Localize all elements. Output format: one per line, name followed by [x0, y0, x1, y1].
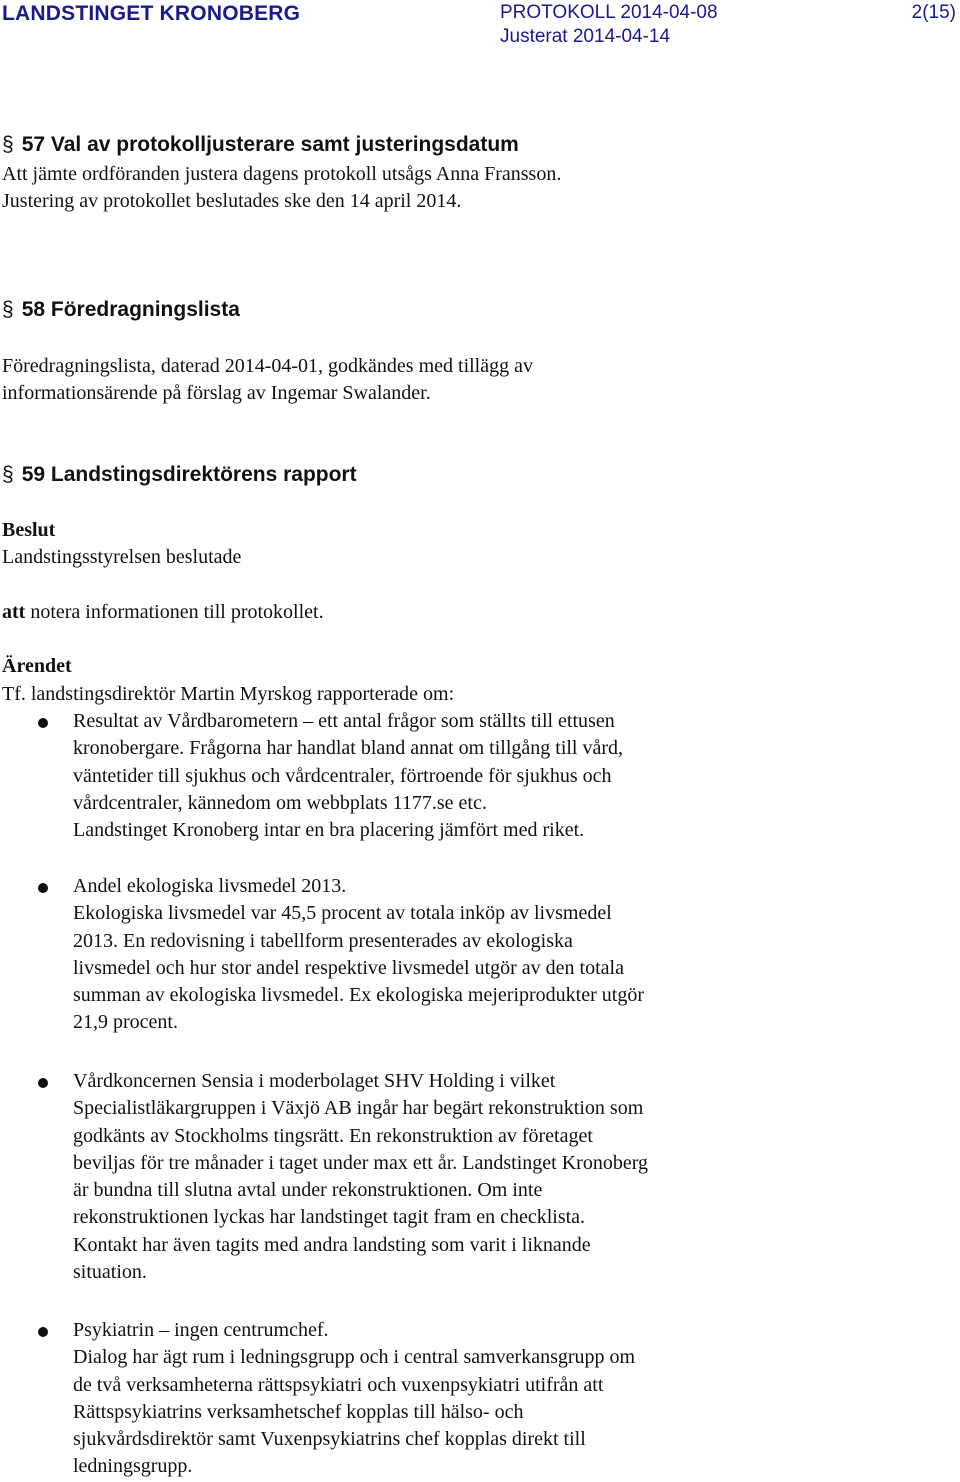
bullet-item-4: [73, 1317, 773, 1481]
bullet-marker: [38, 718, 48, 728]
bullet-line: Andel ekologiska livsmedel 2013.: [73, 875, 347, 897]
bullet-line: de två verksamheterna rättspsykiatri och vuxenpsykiatri utifrån att: [73, 1373, 604, 1396]
page-number: 2(15): [911, 2, 956, 23]
section-57-heading: [2, 133, 519, 157]
decision-line: [2, 599, 324, 626]
bullet-line: Vårdkoncernen Sensia i moderbolaget SHV Holding i vilket: [73, 1070, 556, 1092]
bullet-marker: [38, 1078, 48, 1088]
bullet-line: summan av ekologiska livsmedel. Ex ekologiska mejeriprodukter utgör: [73, 984, 644, 1007]
section-57-line-2: Justering av protokollet beslutades ske den 14 april 2014.: [2, 190, 462, 212]
section-59-heading: [2, 463, 357, 487]
bullet-line: ledningsgrupp.: [73, 1455, 193, 1478]
section-57-title: 57 Val av protokolljusterare samt justeringsdatum: [21, 133, 519, 156]
beslut-line: Landstingsstyrelsen beslutade: [2, 546, 242, 568]
bullet-line: Psykiatrin – ingen centrumchef.: [73, 1319, 329, 1341]
bullet-item-3: [73, 1068, 773, 1286]
bullet-marker: [38, 883, 48, 893]
att-word: att: [2, 601, 26, 623]
report-intro: Tf. landstingsdirektör Martin Myrskog rapporterade om:: [2, 683, 455, 705]
bullet-item-2: [73, 873, 773, 1037]
bullet-line: livsmedel och hur stor andel respektive livsmedel utgör av den totala: [73, 956, 624, 979]
bullet-line: Dialog har ägt rum i ledningsgrupp och i central samverkansgrupp om: [73, 1346, 636, 1369]
bullet-line: är bundna till slutna avtal under rekonstruktionen. Om inte: [73, 1179, 543, 1202]
arendet-heading: Ärendet: [2, 655, 72, 677]
bullet-line: 21,9 procent.: [73, 1011, 178, 1034]
bullet-line: vårdcentraler, kännedom om webbplats 1177.se etc.: [73, 791, 487, 814]
decision-text: notera informationen till protokollet.: [25, 601, 324, 623]
adjusted-date: Justerat 2014-04-14: [500, 26, 671, 47]
section-59-title: 59 Landstingsdirektörens rapport: [21, 463, 357, 486]
beslut-heading: Beslut: [2, 519, 56, 541]
section-58-line-2: informationsärende på förslag av Ingemar Swalander.: [2, 382, 431, 404]
bullet-item-1: [73, 708, 773, 844]
section-58-heading: [2, 298, 240, 322]
bullet-line: Rättspsykiatrins verksamhetschef kopplas till hälso- och: [73, 1400, 524, 1423]
bullet-line: 2013. En redovisning i tabellform presenterades av ekologiska: [73, 929, 573, 952]
organization-name: LANDSTINGET KRONOBERG: [2, 2, 301, 25]
section-58-line-1: Föredragningslista, daterad 2014-04-01, godkändes med tillägg av: [2, 355, 533, 377]
bullet-line: Kontakt har även tagits med andra landsting som varit i liknande: [73, 1233, 591, 1256]
section-symbol: §: [2, 463, 14, 486]
bullet-marker: [38, 1327, 48, 1337]
bullet-line: rekonstruktionen lyckas har landstinget tagit fram en checklista.: [73, 1206, 586, 1229]
bullet-line: kronobergare. Frågorna har handlat bland annat om tillgång till vård,: [73, 737, 624, 760]
section-58-title: 58 Föredragningslista: [21, 298, 240, 321]
section-symbol: §: [2, 133, 14, 156]
bullet-line: beviljas för tre månader i taget under max ett år. Landstinget Kronoberg: [73, 1151, 648, 1174]
bullet-line: sjukvårdsdirektör samt Vuxenpsykiatrins chef kopplas direkt till: [73, 1428, 586, 1451]
bullet-line: Specialistläkargruppen i Växjö AB ingår har begärt rekonstruktion som: [73, 1097, 644, 1120]
protocol-date: PROTOKOLL 2014-04-08: [500, 2, 718, 23]
bullet-line: Resultat av Vårdbarometern – ett antal frågor som ställts till ettusen: [73, 710, 615, 732]
bullet-line: Landstinget Kronoberg intar en bra placering jämfört med riket.: [73, 819, 585, 842]
section-57-line-1: Att jämte ordföranden justera dagens protokoll utsågs Anna Fransson.: [2, 163, 562, 185]
section-symbol: §: [2, 298, 14, 321]
bullet-line: väntetider till sjukhus och vårdcentraler, förtroende för sjukhus och: [73, 764, 612, 787]
page-header: [0, 0, 960, 50]
bullet-line: Ekologiska livsmedel var 45,5 procent av totala inköp av livsmedel: [73, 902, 612, 925]
bullet-line: situation.: [73, 1261, 147, 1284]
bullet-line: godkänts av Stockholms tingsrätt. En rekonstruktion av företaget: [73, 1124, 593, 1147]
